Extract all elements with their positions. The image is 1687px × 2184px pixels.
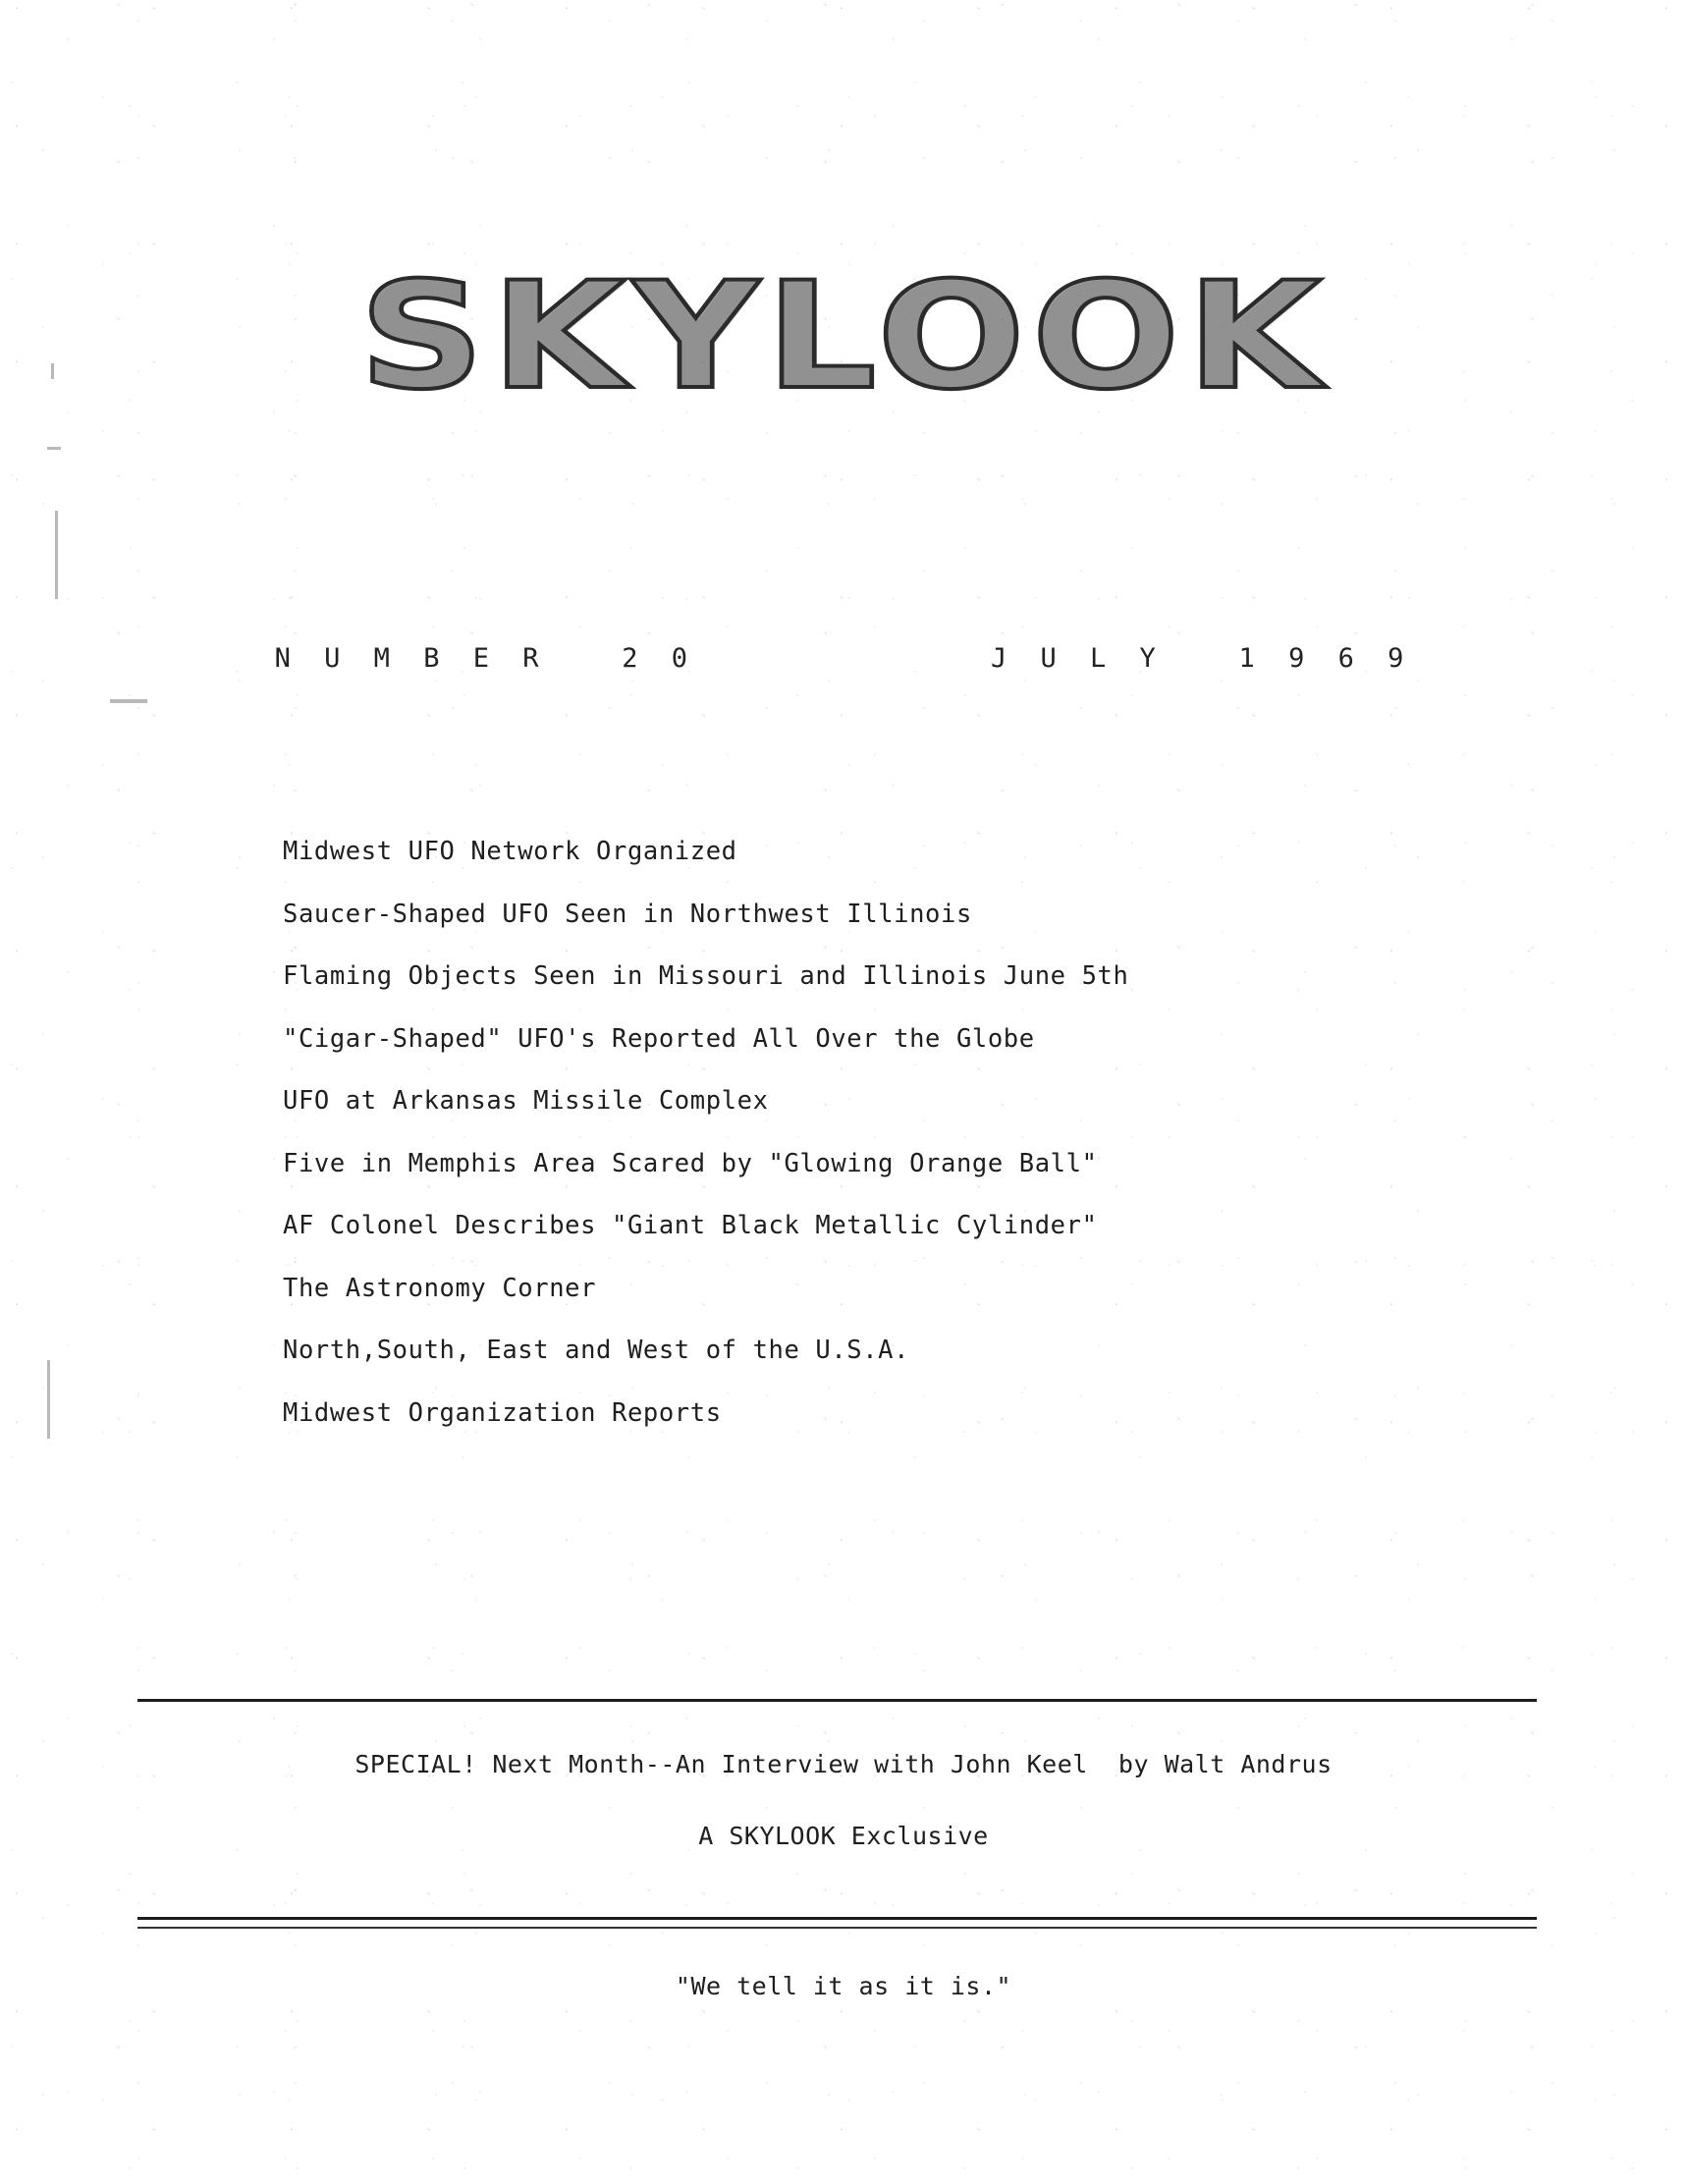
issue-date: J U L Y 1 9 6 9 — [991, 643, 1413, 674]
issue-line — [0, 643, 1687, 674]
divider — [137, 1917, 1537, 1920]
contents-list — [283, 837, 1442, 1463]
list-item: UFO at Arkansas Missile Complex — [283, 1086, 769, 1116]
scan-artifact — [110, 699, 147, 703]
list-item: Flaming Objects Seen in Missouri and Illinois June 5th — [283, 961, 1129, 991]
list-item: AF Colonel Describes "Giant Black Metallic Cylinder" — [283, 1211, 1098, 1240]
divider — [137, 1927, 1537, 1929]
list-item: Saucer-Shaped UFO Seen in Northwest Illinois — [283, 899, 972, 929]
special-subline: A SKYLOOK Exclusive — [698, 1822, 989, 1850]
list-item: Midwest Organization Reports — [283, 1397, 722, 1428]
list-item: North,South, East and West of the U.S.A. — [283, 1336, 910, 1365]
scan-artifact — [47, 447, 61, 450]
scan-artifact — [55, 511, 58, 599]
list-item: Midwest UFO Network Organized — [283, 837, 737, 866]
publication-title: SKYLOOK — [358, 251, 1329, 422]
special-announcement: SPECIAL! Next Month--An Interview with John Keel by Walt Andrus — [354, 1750, 1333, 1778]
list-item: "Cigar-Shaped" UFO's Reported All Over the Globe — [283, 1023, 1035, 1054]
issue-number: N U M B E R 2 0 — [274, 643, 696, 674]
list-item: Five in Memphis Area Scared by "Glowing Orange Ball" — [283, 1148, 1098, 1178]
divider — [137, 1699, 1537, 1702]
scan-artifact — [47, 1360, 50, 1439]
footer-tagline: "We tell it as it is." — [675, 1972, 1012, 2000]
list-item: The Astronomy Corner — [283, 1273, 597, 1303]
masthead — [0, 251, 1687, 422]
